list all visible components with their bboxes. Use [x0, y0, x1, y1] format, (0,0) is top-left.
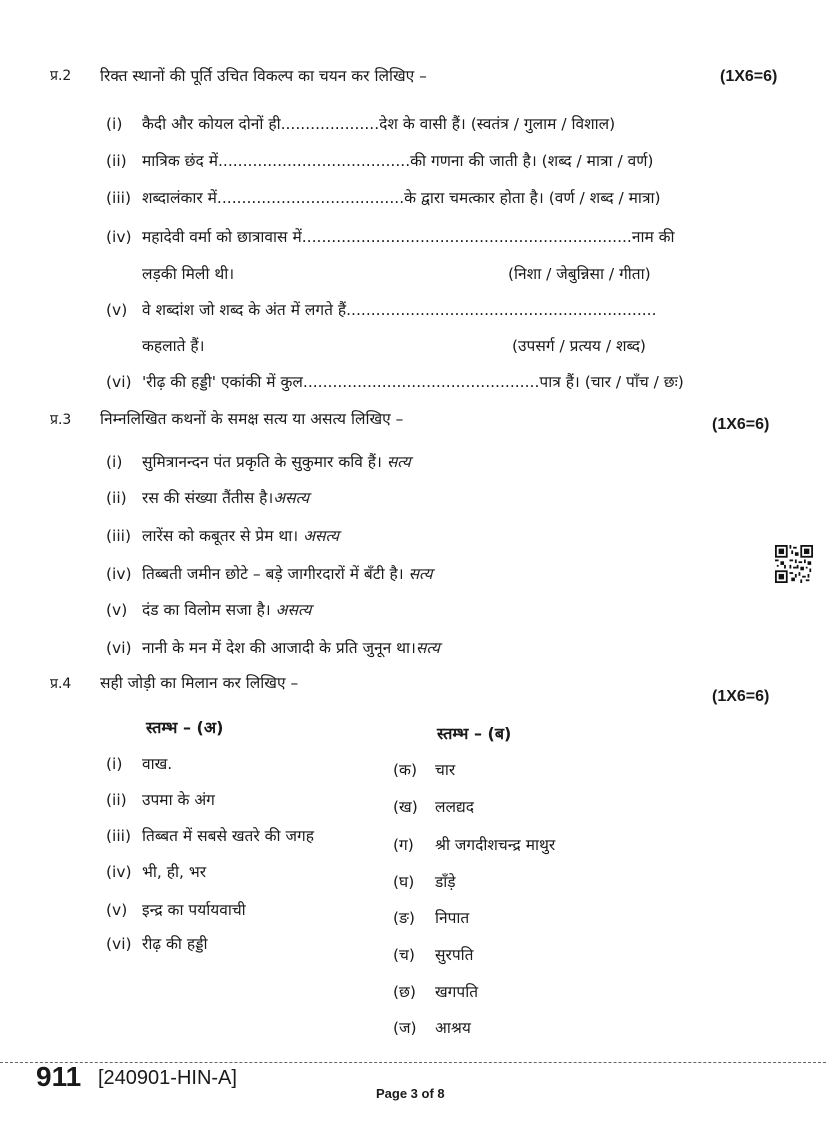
q2-item-text: महादेवी वर्मा को छात्रावास में...................................................................नाम की	[142, 228, 675, 246]
q2-item-text: कैदी और कोयल दोनों ही....................देश के वासी हैं। (स्वतंत्र / गुलाम / विशाल)	[142, 115, 616, 133]
q2-item-text: 'रीढ़ की हड्डी' एकांकी में कुल................................................पात्र हैं। (चार / पाँच / छः)	[142, 373, 684, 391]
column-b-item	[393, 980, 478, 1002]
q2-item-text: शब्दालंकार में......................................के द्वारा चमत्कार होता है। (वर्ण / शब्द / मात्रा)	[142, 189, 661, 207]
q4-title: सही जोड़ी का मिलान कर लिखिए –	[100, 674, 299, 692]
column-a-item	[106, 932, 208, 954]
q2-item-5-continued: कहलाते हैं।	[142, 337, 205, 355]
q3-marks: (1X6=6)	[712, 416, 770, 433]
column-a-item	[106, 824, 314, 846]
column-b-item-text: चार	[435, 761, 456, 779]
q3-item-answer: असत्य	[273, 489, 310, 507]
q3-item-3	[106, 524, 339, 546]
column-b-item-letter: (ङ)	[393, 909, 415, 927]
q3-item-number: (iii)	[106, 527, 132, 545]
column-a-item-text: उपमा के अंग	[142, 791, 215, 809]
column-b-item-letter: (क)	[393, 761, 417, 779]
q3-item-text: लारेंस को कबूतर से प्रेम था।	[142, 527, 299, 545]
q3-item-6	[106, 636, 440, 658]
q3-item-answer: सत्य	[415, 639, 440, 657]
column-a-item-text: रीढ़ की हड्डी	[142, 935, 208, 953]
q2-number: प्र.2	[50, 68, 72, 84]
q3-item-number: (i)	[106, 453, 123, 471]
column-a-item-number: (v)	[106, 901, 128, 919]
column-a-item-number: (iv)	[106, 863, 132, 881]
column-b-item	[393, 943, 473, 965]
q3-item-text: तिब्बती जमीन छोटे – बड़े जागीरदारों में बँटी है।	[142, 565, 404, 583]
column-b-item-letter: (च)	[393, 946, 415, 964]
page-number: Page 3 of 8	[376, 1086, 445, 1101]
column-b-item-text: ललद्यद	[435, 798, 475, 816]
column-a-item-number: (ii)	[106, 791, 127, 809]
column-a-item-number: (vi)	[106, 935, 132, 953]
column-b-item-text: सुरपति	[435, 946, 474, 964]
q3-item-5	[106, 598, 311, 620]
q3-item-1	[106, 450, 411, 472]
column-a-heading: स्तम्भ – (अ)	[146, 718, 224, 737]
q2-title: रिक्त स्थानों की पूर्ति उचित विकल्प का चयन कर लिखिए –	[100, 67, 427, 85]
q2-item-3	[106, 186, 661, 208]
column-a-item	[106, 860, 206, 882]
column-b-item-text: आश्रय	[435, 1019, 471, 1037]
column-b-item	[393, 870, 456, 892]
qr-code-icon	[775, 545, 813, 583]
q3-item-number: (iv)	[106, 565, 132, 583]
column-a-item-text: भी, ही, भर	[142, 863, 207, 881]
q3-item-answer: सत्य	[408, 565, 433, 583]
q2-item-5	[106, 298, 657, 320]
q2-item-5-options: (उपसर्ग / प्रत्यय / शब्द)	[512, 337, 646, 355]
q2-item-4-options: (निशा / जेबुन्निसा / गीता)	[508, 265, 651, 283]
q2-item-number: (ii)	[106, 152, 127, 170]
q3-item-text: रस की संख्या तैंतीस है।	[142, 489, 274, 507]
q3-item-2	[106, 486, 309, 508]
column-b-item-text: डाँड़े	[435, 873, 456, 891]
q4-number: प्र.4	[50, 676, 72, 692]
q2-item-number: (vi)	[106, 373, 132, 391]
q3-item-number: (vi)	[106, 639, 132, 657]
column-a-item	[106, 788, 215, 810]
q3-item-answer: असत्य	[303, 527, 339, 545]
q2-item-2	[106, 149, 653, 171]
column-b-item-letter: (छ)	[393, 983, 416, 1001]
q2-item-text: वे शब्दांश जो शब्द के अंत में लगते हैं...............................................................	[142, 301, 657, 319]
q2-item-number: (v)	[106, 301, 128, 319]
column-a-item-number: (i)	[106, 755, 123, 773]
q2-item-number: (iv)	[106, 228, 132, 246]
q3-item-answer: असत्य	[275, 601, 312, 619]
q3-item-4	[106, 562, 433, 584]
column-a-item-text: इन्द्र का पर्यायवाची	[142, 901, 246, 919]
q3-item-text: सुमित्रानन्दन पंत प्रकृति के सुकुमार कवि हैं।	[142, 453, 382, 471]
q4-marks: (1X6=6)	[712, 688, 770, 705]
column-b-item-text: श्री जगदीशचन्द्र माथुर	[435, 836, 556, 854]
paper-number: 911	[36, 1061, 82, 1092]
column-b-item-letter: (ख)	[393, 798, 418, 816]
column-b-item-letter: (ज)	[393, 1019, 417, 1037]
column-b-item-letter: (ग)	[393, 836, 414, 854]
q2-item-4-continued: लड़की मिली थी।	[142, 265, 235, 283]
q2-item-6	[106, 370, 684, 392]
column-a-item	[106, 898, 246, 920]
q3-title: निम्नलिखित कथनों के समक्ष सत्य या असत्य लिखिए –	[100, 410, 404, 428]
q2-item-number: (i)	[106, 115, 123, 133]
column-b-heading: स्तम्भ – (ब)	[437, 724, 512, 743]
column-b-item-letter: (घ)	[393, 873, 415, 891]
paper-code: [240901-HIN-A]	[98, 1067, 237, 1089]
q2-item-text: मात्रिक छंद में.......................................की गणना की जाती है। (शब्द / मात्रा / वर्ण)	[142, 152, 654, 170]
q3-item-text: दंड का विलोम सजा है।	[142, 601, 271, 619]
q2-item-number: (iii)	[106, 189, 132, 207]
column-b-item	[393, 906, 469, 928]
q3-item-number: (v)	[106, 601, 128, 619]
q3-item-number: (ii)	[106, 489, 127, 507]
column-a-item-number: (iii)	[106, 827, 132, 845]
column-a-item	[106, 752, 172, 774]
q2-item-1	[106, 112, 615, 134]
footer-divider	[0, 1062, 826, 1064]
column-b-item	[393, 1016, 471, 1038]
q3-item-answer: सत्य	[386, 453, 411, 471]
column-a-item-text: वाख.	[142, 755, 173, 773]
column-b-item-text: खगपति	[435, 983, 479, 1001]
q2-item-4	[106, 225, 675, 247]
column-b-item	[393, 758, 455, 780]
q3-item-text: नानी के मन में देश की आजादी के प्रति जुनून था।	[142, 639, 416, 657]
q2-marks: (1X6=6)	[720, 68, 778, 85]
q3-number: प्र.3	[50, 412, 72, 428]
column-a-item-text: तिब्बत में सबसे खतरे की जगह	[142, 827, 314, 845]
column-b-item	[393, 833, 555, 855]
column-b-item-text: निपात	[435, 909, 470, 927]
column-b-item	[393, 795, 474, 817]
